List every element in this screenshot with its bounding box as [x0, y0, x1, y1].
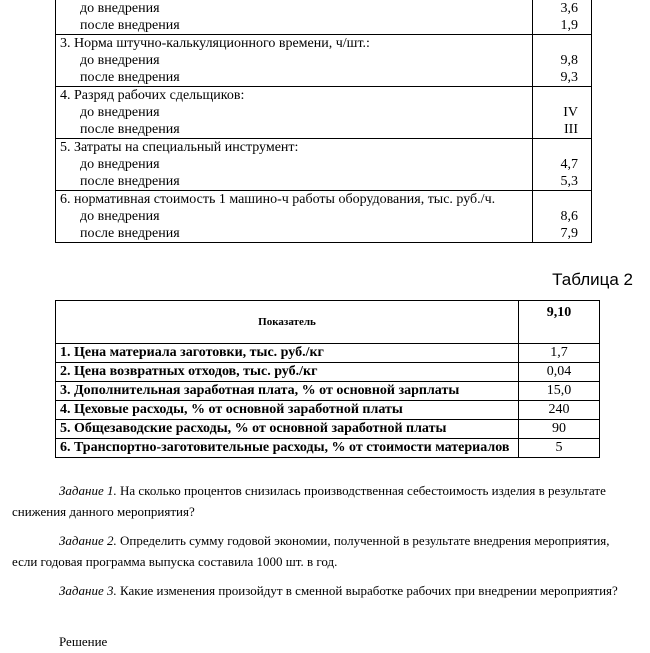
row-label: после внедрения: [56, 173, 533, 191]
row-label: до внедрения: [56, 208, 533, 225]
table-group-title: [56, 35, 592, 53]
group-title: 3. Норма штучно-калькуляционного времени, ч/шт.:: [56, 35, 533, 53]
task-label: Задание 2.: [59, 533, 117, 548]
task-3: [12, 580, 636, 601]
row-value: 9,8: [533, 52, 592, 69]
table-group-title: [56, 87, 592, 105]
table-row: [56, 225, 592, 243]
indicator-value: 5: [519, 439, 600, 458]
task-text: На сколько процентов снизилась производственная себестоимость изделия в результате снижения данного мероприятия?: [12, 483, 606, 519]
task-1: [12, 480, 636, 522]
indicator-label: 6. Транспортно-заготовительные расходы, % от стоимости материалов: [56, 439, 519, 458]
table-row: [56, 344, 600, 363]
parameters-table: [55, 0, 592, 243]
task-label: Задание 1.: [59, 483, 117, 498]
indicator-value: 90: [519, 420, 600, 439]
indicator-label: 4. Цеховые расходы, % от основной заработной платы: [56, 401, 519, 420]
row-label: до внедрения: [56, 0, 533, 17]
row-value: 5,3: [533, 173, 592, 191]
indicator-label: 5. Общезаводские расходы, % от основной заработной платы: [56, 420, 519, 439]
table-group-title: [56, 191, 592, 209]
group-title: 4. Разряд рабочих сдельщиков:: [56, 87, 533, 105]
indicator-value: 240: [519, 401, 600, 420]
row-label: после внедрения: [56, 17, 533, 35]
header-indicator: Показатель: [56, 301, 519, 344]
table-row: [56, 69, 592, 87]
table-row: [56, 173, 592, 191]
table-row: [56, 17, 592, 35]
row-label: после внедрения: [56, 121, 533, 139]
table-row: [56, 0, 592, 17]
indicator-value: 15,0: [519, 382, 600, 401]
indicator-label: 1. Цена материала заготовки, тыс. руб./кг: [56, 344, 519, 363]
row-label: до внедрения: [56, 104, 533, 121]
task-text: Определить сумму годовой экономии, полученной в результате внедрения мероприятия, если годовая программа выпуска составила 1000 шт. в год.: [12, 533, 610, 569]
table-row: [56, 382, 600, 401]
table-row: [56, 121, 592, 139]
row-label: после внедрения: [56, 69, 533, 87]
row-value: IV: [533, 104, 592, 121]
table-row: [56, 104, 592, 121]
table-header-row: [56, 301, 600, 344]
header-variant: 9,10: [519, 301, 600, 344]
group-title: 5. Затраты на специальный инструмент:: [56, 139, 533, 157]
table-row: [56, 420, 600, 439]
row-value: 7,9: [533, 225, 592, 243]
task-label: Задание 3.: [59, 583, 117, 598]
row-value: 9,3: [533, 69, 592, 87]
row-value: 3,6: [533, 0, 592, 17]
indicator-label: 3. Дополнительная заработная плата, % от основной зарплаты: [56, 382, 519, 401]
table-row: [56, 363, 600, 382]
row-label: после внедрения: [56, 225, 533, 243]
group-title: 6. нормативная стоимость 1 машино-ч работы оборудования, тыс. руб./ч.: [56, 191, 533, 209]
indicator-value: 1,7: [519, 344, 600, 363]
table-group-title: [56, 139, 592, 157]
task-2: [12, 530, 636, 572]
table-row: [56, 52, 592, 69]
row-value: III: [533, 121, 592, 139]
row-value: 1,9: [533, 17, 592, 35]
table-caption: Таблица 2: [552, 270, 633, 289]
row-value: 8,6: [533, 208, 592, 225]
table-row: [56, 208, 592, 225]
row-value: 4,7: [533, 156, 592, 173]
solution-heading: Решение: [59, 634, 108, 649]
table-row: [56, 156, 592, 173]
indicator-label: 2. Цена возвратных отходов, тыс. руб./кг: [56, 363, 519, 382]
row-label: до внедрения: [56, 52, 533, 69]
table-row: [56, 439, 600, 458]
table-row: [56, 401, 600, 420]
indicator-value: 0,04: [519, 363, 600, 382]
row-label: до внедрения: [56, 156, 533, 173]
indicators-table: [55, 300, 600, 458]
task-text: Какие изменения произойдут в сменной выработке рабочих при внедрении мероприятия?: [119, 583, 618, 598]
